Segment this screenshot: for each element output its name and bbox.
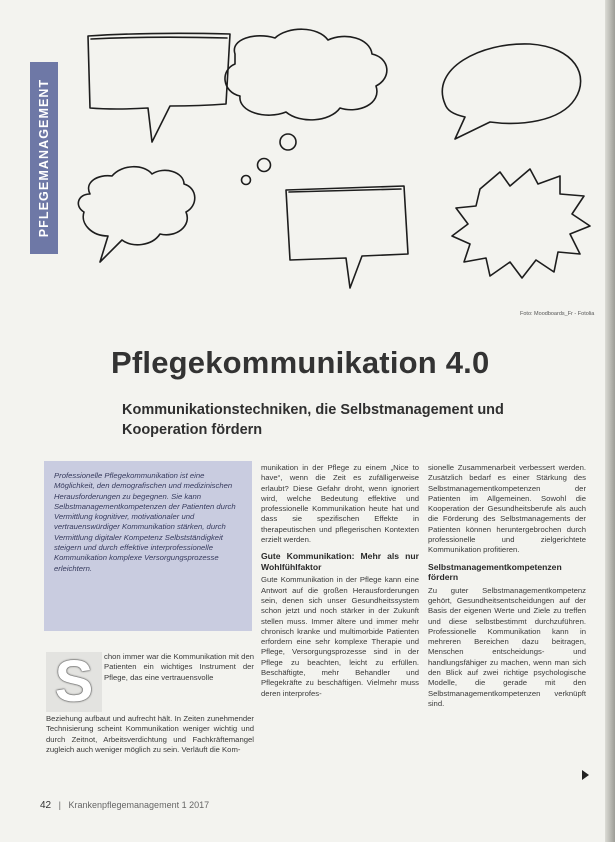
- page-footer: [40, 800, 209, 811]
- speech-bubble-cloud-left: [78, 167, 194, 262]
- column-2-paragraph-2: Gute Kommunikation in der Pflege kann eine Antwort auf die großen Herausforderungen sein, denen sich unser Gesundheitssystem schon jetzt und noch stärker in der Zukunft stellen muss. Immer ältere und immer mehr chronisch kranke und multimorbide Patienten erfordern eine sehr komplexe Therapie und Pflege, Versorgungsprozesse sind in der Pflege zu beachten, leicht zu erfüllen. Beschäftigte, mehr Behandler und Pflegekräfte zu beschäftigen. Vielmehr muss deren interprofes-: [261, 575, 419, 698]
- column-1-paragraph: Beziehung aufbaut und aufrecht hält. In Zeiten zunehmender Technisierung scheint Kommunikation weniger wichtig und durch Zeitnot, Arbeitsverdichtung und Fachkräftemangel zugleich auch weniger möglich zu sein. Verläuft die Kom-: [46, 714, 254, 754]
- thought-dot-large: [280, 134, 296, 150]
- column-2-paragraph-1: munikation in der Pflege zu einem „Nice to have“, wenn die Zeit es zufälligerweise erlaubt? Diese Gefahr droht, wenn ignoriert wird, welche Bedeutung effektive und professionelle Kommunikation heute hat und dass sie spezifischen Effekte in therapeutischen und pflegerischen Kontexten erzielt werden.: [261, 463, 419, 545]
- thought-dot-small: [242, 176, 251, 185]
- column-3: [428, 463, 586, 709]
- abstract-text: Professionelle Pflegekommunikation ist eine Möglichkeit, den demografischen und medizinischen Herausforderungen zu begegnen. Sie kann Selbstmanagementkompetenzen der Patienten durch Vermittlung kognitiver, motivationaler und vertrauenswürdiger Kommunikation stärken, durch Vermittlung digitaler Kompetenz Selbstständigkeit steigern und durch effektive interprofessionelle Kommunikation komplexe Versorgungsprozesse erleichtern.: [54, 471, 236, 573]
- column-1-intro: [104, 652, 254, 683]
- section-label: PFLEGEMANAGEMENT: [37, 78, 51, 238]
- speech-bubbles-illustration: [60, 14, 600, 334]
- column-3-paragraph-2: Zu guter Selbstmanagementkompetenz gehört, Gesundheitsentscheidungen auf der Basis der eigenen Werte und Ziele zu treffen und diese selbstbestimmt durchzuführen. Professionelle Kommunikation kann in mehreren Bereichen dazu beitragen, Menschen entscheidungs- und handlungsfähiger zu machen, wenn man sich den Blick auf zwei richtige psychologische Modelle, die gerade mit den Selbstmanagementkompetenzen verknüpft sind.: [428, 585, 586, 708]
- column-2-heading: Gute Kommunikation: Mehr als nur Wohlfühlfaktor: [261, 551, 419, 572]
- column-3-paragraph-1: sionelle Zusammenarbeit verbessert werden. Zusätzlich bedarf es einer Stärkung des Selbstmanagementkompetenzen der Patienten im Allgemeinen. Sowohl die Kooperation der Gesundheitsberufe als auch die Förderung des Selbstmanagements der Patienten können heruntergebrochen durch professionelle und zielgerichtete Kommunikation profitieren.: [428, 463, 586, 555]
- continue-arrow-icon: [582, 770, 589, 780]
- abstract-box: [44, 461, 252, 631]
- footer-separator: |: [58, 800, 61, 810]
- speech-bubbles-drawing: [60, 14, 600, 334]
- dropcap-letter: S: [54, 649, 94, 714]
- speech-bubble-rect-center: [286, 186, 408, 288]
- column-2: [261, 463, 419, 699]
- thought-dot-medium: [258, 159, 271, 172]
- column-1-body: [46, 714, 254, 755]
- speech-bubble-starburst: [452, 169, 590, 278]
- section-band: [30, 62, 58, 254]
- photo-credit: Foto: Moodboards_Fr - Fotolia: [520, 311, 595, 317]
- page-edge: [605, 0, 615, 842]
- thought-bubble-cloud: [225, 29, 387, 120]
- page-number: 42: [40, 800, 52, 811]
- speech-bubble-oval-right: [442, 44, 580, 139]
- column-3-heading: Selbstmanagementkompetenzen fördern: [428, 561, 562, 583]
- journal-name: Krankenpflegemanagement 1 2017: [68, 800, 210, 810]
- speech-bubble-rect-left: [88, 33, 230, 142]
- column-1-first-paragraph: chon immer war die Kommunikation mit den Patienten ein wichtiges Instrument der Pflege, das eine vertrauensvolle: [104, 652, 254, 682]
- article-title: Pflegekommunikation 4.0: [111, 345, 490, 380]
- article-subtitle: Kommunikationstechniken, die Selbstmanagement und Kooperation fördern: [122, 402, 504, 438]
- dropcap-box: [46, 649, 102, 714]
